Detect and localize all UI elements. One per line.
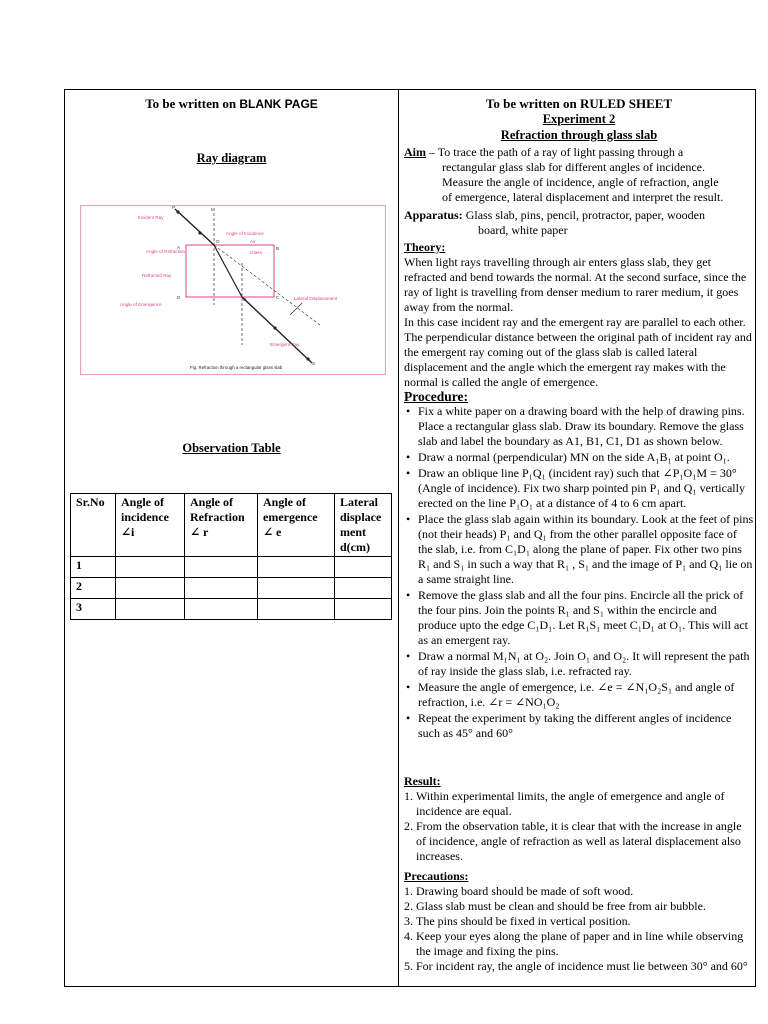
apparatus-section: Apparatus: Glass slab, pins, pencil, protractor, paper, wooden board, white paper bbox=[404, 208, 705, 237]
list-item: • Draw a normal M₁N₁ at O₂. Join O₁ and O₂. It will represent the path of ray inside the glass slab, i.e. refracted ray. bbox=[418, 649, 754, 679]
header-srno: Sr.No bbox=[71, 494, 116, 557]
left-header bbox=[65, 96, 398, 112]
list-item: 4. Keep your eyes along the plane of paper and in line while observing the image and fixing the pins. bbox=[404, 929, 744, 958]
label-emergent-ray: Emergent Ray bbox=[270, 342, 300, 347]
procedure-section bbox=[404, 389, 754, 742]
label-angle-emergence: Angle of Emergence bbox=[120, 302, 162, 307]
label-angle-incidence: Angle of Incidence bbox=[226, 231, 264, 236]
list-item: • Measure the angle of emergence, i.e. ∠e = ∠N₁O₂S₁ and angle of refraction, i.e. ∠r = ∠NO₁O₂ bbox=[418, 680, 754, 710]
header-emergence: Angle of emergence ∠ e bbox=[258, 494, 335, 557]
theory-section bbox=[404, 240, 754, 390]
svg-text:D: D bbox=[177, 295, 181, 300]
label-incident-ray: Incident Ray bbox=[138, 215, 164, 220]
svg-text:P: P bbox=[172, 205, 176, 210]
svg-text:A: A bbox=[177, 245, 181, 250]
theory-label: Theory: bbox=[404, 240, 446, 254]
column-divider bbox=[398, 90, 399, 986]
svg-text:S: S bbox=[312, 361, 316, 366]
list-item: • Fix a white paper on a drawing board with the help of drawing pins. Place a rectangular glass slab. Draw its boundary. Remove the glass slab and label the boundary as A1, B1, C1, D1 as shown below. bbox=[418, 404, 754, 449]
list-item: • Repeat the experiment by taking the different angles of incidence such as 45° and 60° bbox=[418, 711, 754, 741]
worksheet-frame bbox=[64, 89, 756, 987]
aim-label: Aim bbox=[404, 145, 426, 159]
experiment-number: Experiment 2 bbox=[542, 112, 616, 126]
label-glass: Glass bbox=[250, 250, 262, 255]
left-header-prefix: To be written on bbox=[145, 96, 237, 111]
ray-diagram-title: Ray diagram bbox=[196, 151, 267, 165]
header-incidence: Angle of incidence ∠i bbox=[116, 494, 185, 557]
label-lateral-displacement: Lateral Displacement bbox=[294, 296, 338, 301]
result-section bbox=[404, 774, 754, 864]
list-item: 5. For incident ray, the angle of incidence must lie between 30° and 60° bbox=[404, 959, 748, 973]
procedure-label: Procedure: bbox=[404, 389, 468, 404]
svg-text:M: M bbox=[211, 207, 215, 212]
list-item: • Remove the glass slab and all the four pins. Encircle all the prick of the four pins. Join the points R₁ and S₁ within the encircle and produce upto the edge C₁D₁. Let R₁S₁ meet C₁D₁ at O₁. This will act as an emergent ray. bbox=[418, 588, 754, 648]
experiment-title: Refraction through glass slab bbox=[500, 128, 658, 142]
theory-paragraph-1: When light rays travelling through air enters glass slab, they get refracted and bend towards the normal. At the second surface, since the ray of light is travelling from denser medium to rarer medium, it goes away from the normal. bbox=[404, 255, 747, 314]
precautions-section bbox=[404, 869, 754, 974]
list-item: 1. Within experimental limits, the angle of emergence and angle of incidence are equal. bbox=[404, 789, 725, 818]
procedure-list bbox=[404, 404, 754, 741]
table-row: 2 bbox=[71, 578, 392, 599]
header-lateral: Lateral displace ment d(cm) bbox=[335, 494, 392, 557]
table-row: 1 bbox=[71, 557, 392, 578]
label-air: Air bbox=[250, 239, 256, 244]
theory-paragraph-2: In this case incident ray and the emergent ray are parallel to each other. The perpendicular distance between the original path of incident ray and the emergent ray coming out of the glass slab is called lateral displacement and the angle which the emergent ray makes with the normal is called the angle of emergence. bbox=[404, 315, 752, 389]
result-list bbox=[404, 789, 754, 864]
label-refracted-ray: Refracted Ray bbox=[142, 273, 172, 278]
list-item: 2. Glass slab must be clean and should be free from air bubble. bbox=[404, 899, 706, 913]
svg-text:O: O bbox=[243, 297, 247, 302]
svg-text:B: B bbox=[276, 246, 280, 251]
left-header-suffix: BLANK PAGE bbox=[239, 97, 318, 111]
list-item: 1. Drawing board should be made of soft wood. bbox=[404, 884, 634, 898]
ray-diagram-figure bbox=[80, 205, 386, 375]
list-item: 3. The pins should be fixed in vertical position. bbox=[404, 914, 631, 928]
list-item: 2. From the observation table, it is clear that with the increase in angle of incidence, angle of refraction as well as lateral displacement also increases. bbox=[404, 819, 742, 863]
right-column bbox=[404, 90, 754, 986]
list-item: • Draw an oblique line P₁Q₁ (incident ray) such that ∠P₁O₁M = 30° (Angle of incidence). Fix two sharp pointed pin P₁ and Q₁ vertically erected on the line P₁O₁ at a distance of 4 to 6 cm apart. bbox=[418, 466, 754, 511]
table-header-row bbox=[71, 494, 392, 557]
header-refraction: Angle of Refraction ∠ r bbox=[185, 494, 258, 557]
svg-text:C: C bbox=[276, 295, 280, 300]
label-angle-refraction: Angle of Refraction bbox=[146, 249, 186, 254]
list-item: • Place the glass slab again within its boundary. Look at the feet of pins (not their heads) P₁ and Q₁ from the other parallel opposite face of the slab, i.e. from C₁D₁ along the plane of paper. Fix other two pins R₁ and S₁ in such a way that R₁ , S₁ and the image of P₁ and Q₁ lie on a same straight line. bbox=[418, 512, 754, 587]
apparatus-label: Apparatus: bbox=[404, 208, 463, 222]
svg-text:O: O bbox=[216, 239, 220, 244]
figure-caption: Fig. Refraction through a rectangular glass slab bbox=[190, 365, 283, 370]
result-label: Result: bbox=[404, 774, 441, 788]
table-row: 3 bbox=[71, 599, 392, 620]
observation-table bbox=[70, 493, 392, 620]
precautions-list bbox=[404, 884, 754, 974]
precautions-label: Precautions: bbox=[404, 869, 469, 883]
aim-section: Aim – To trace the path of a ray of light passing through a rectangular glass slab for different angles of incidence. Measure the angle of incidence, angle of refraction, angle of emergence, lateral displacement and interpret the result. bbox=[404, 145, 724, 204]
left-column bbox=[65, 90, 398, 986]
list-item: • Draw a normal (perpendicular) MN on the side A₁B₁ at point O₁. bbox=[418, 450, 754, 465]
observation-table-title: Observation Table bbox=[182, 441, 281, 455]
right-header: To be written on RULED SHEET bbox=[485, 96, 673, 111]
